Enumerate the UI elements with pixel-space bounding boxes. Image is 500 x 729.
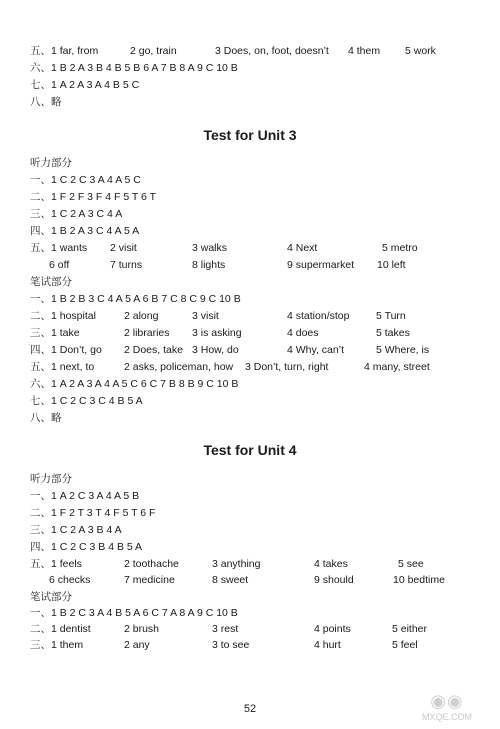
page-number: 52 — [243, 703, 257, 715]
answer-row: 二、1 hospital 2 along 3 visit 4 station/stop 5 Turn — [30, 310, 406, 322]
watermark-icon: ◉◉ — [430, 691, 464, 711]
answer-row: 三、1 C 2 A 3 C 4 A — [30, 208, 123, 220]
answer-text: 七、1 A 2 A 3 A 4 B 5 C — [30, 79, 140, 91]
answer-text: 八、略 — [30, 96, 62, 108]
section-heading: 听力部分 — [30, 157, 72, 169]
answer-row: 三、1 them 2 any 3 to see 4 hurt 5 feel — [30, 639, 418, 651]
answer-row: 五、1 wants 2 visit 3 walks 4 Next 5 metro — [30, 242, 418, 254]
answer-row: 七、1 C 2 C 3 C 4 B 5 A — [30, 395, 143, 407]
answer-row — [0, 77, 500, 93]
answer-text: 六、1 B 2 A 3 B 4 B 5 B 6 A 7 B 8 A 9 C 10 B — [30, 62, 238, 74]
answer-row — [0, 60, 500, 76]
answer-row: 一、1 A 2 C 3 A 4 A 5 B — [30, 490, 140, 502]
answer-row: 二、1 F 2 T 3 T 4 F 5 T 6 F — [30, 507, 156, 519]
answer-row: 二、1 dentist 2 brush 3 rest 4 points 5 either — [30, 623, 428, 635]
answer-cell: 2 go, train — [130, 45, 177, 57]
answer-row: 三、1 take 2 libraries 3 is asking 4 does 5 takes — [30, 327, 410, 339]
answer-cell: 5 work — [405, 45, 436, 57]
answer-row — [0, 43, 500, 59]
answer-row: 八、略 — [30, 412, 62, 424]
section-title: Test for Unit 3 — [203, 127, 297, 143]
answer-row — [0, 94, 500, 110]
answer-row: 四、1 C 2 C 3 B 4 B 5 A — [30, 541, 143, 553]
section-heading: 笔试部分 — [30, 276, 72, 288]
answer-row: 六、1 A 2 A 3 A 4 A 5 C 6 C 7 B 8 B 9 C 10 B — [30, 378, 239, 390]
answer-row: 一、1 B 2 C 3 A 4 B 5 A 6 C 7 A 8 A 9 C 10 B — [30, 607, 238, 619]
answer-row: 五、1 next, to 2 asks, policeman, how 3 Don’t, turn, right 4 many, street — [30, 361, 430, 373]
answer-row: 一、1 C 2 C 3 A 4 A 5 C — [30, 174, 141, 186]
answer-row: 三、1 C 2 A 3 B 4 A — [30, 524, 122, 536]
answer-cell: 3 Does, on, foot, doesn’t — [215, 45, 329, 57]
answer-row: 二、1 F 2 F 3 F 4 F 5 T 6 T — [30, 191, 157, 203]
answer-cell: 4 them — [348, 45, 381, 57]
section-title: Test for Unit 4 — [203, 442, 297, 458]
answer-row: 一、1 B 2 B 3 C 4 A 5 A 6 B 7 C 8 C 9 C 10 B — [30, 293, 241, 305]
section-heading: 听力部分 — [30, 473, 72, 485]
answer-row: 四、1 Don’t, go 2 Does, take 3 How, do 4 Why, can’t 5 Where, is — [30, 344, 430, 356]
watermark-logo: ◉◉ MXQE.COM — [402, 691, 492, 725]
answer-row: 6 off 7 turns 8 lights 9 supermarket 10 left — [49, 259, 406, 271]
answer-row: 四、1 B 2 A 3 C 4 A 5 A — [30, 225, 140, 237]
answer-cell: 五、1 far, from — [30, 45, 99, 57]
answer-row: 6 checks 7 medicine 8 sweet 9 should 10 bedtime — [49, 574, 445, 586]
answer-row: 五、1 feels 2 toothache 3 anything 4 takes 5 see — [30, 558, 424, 570]
section-heading: 笔试部分 — [30, 591, 72, 603]
